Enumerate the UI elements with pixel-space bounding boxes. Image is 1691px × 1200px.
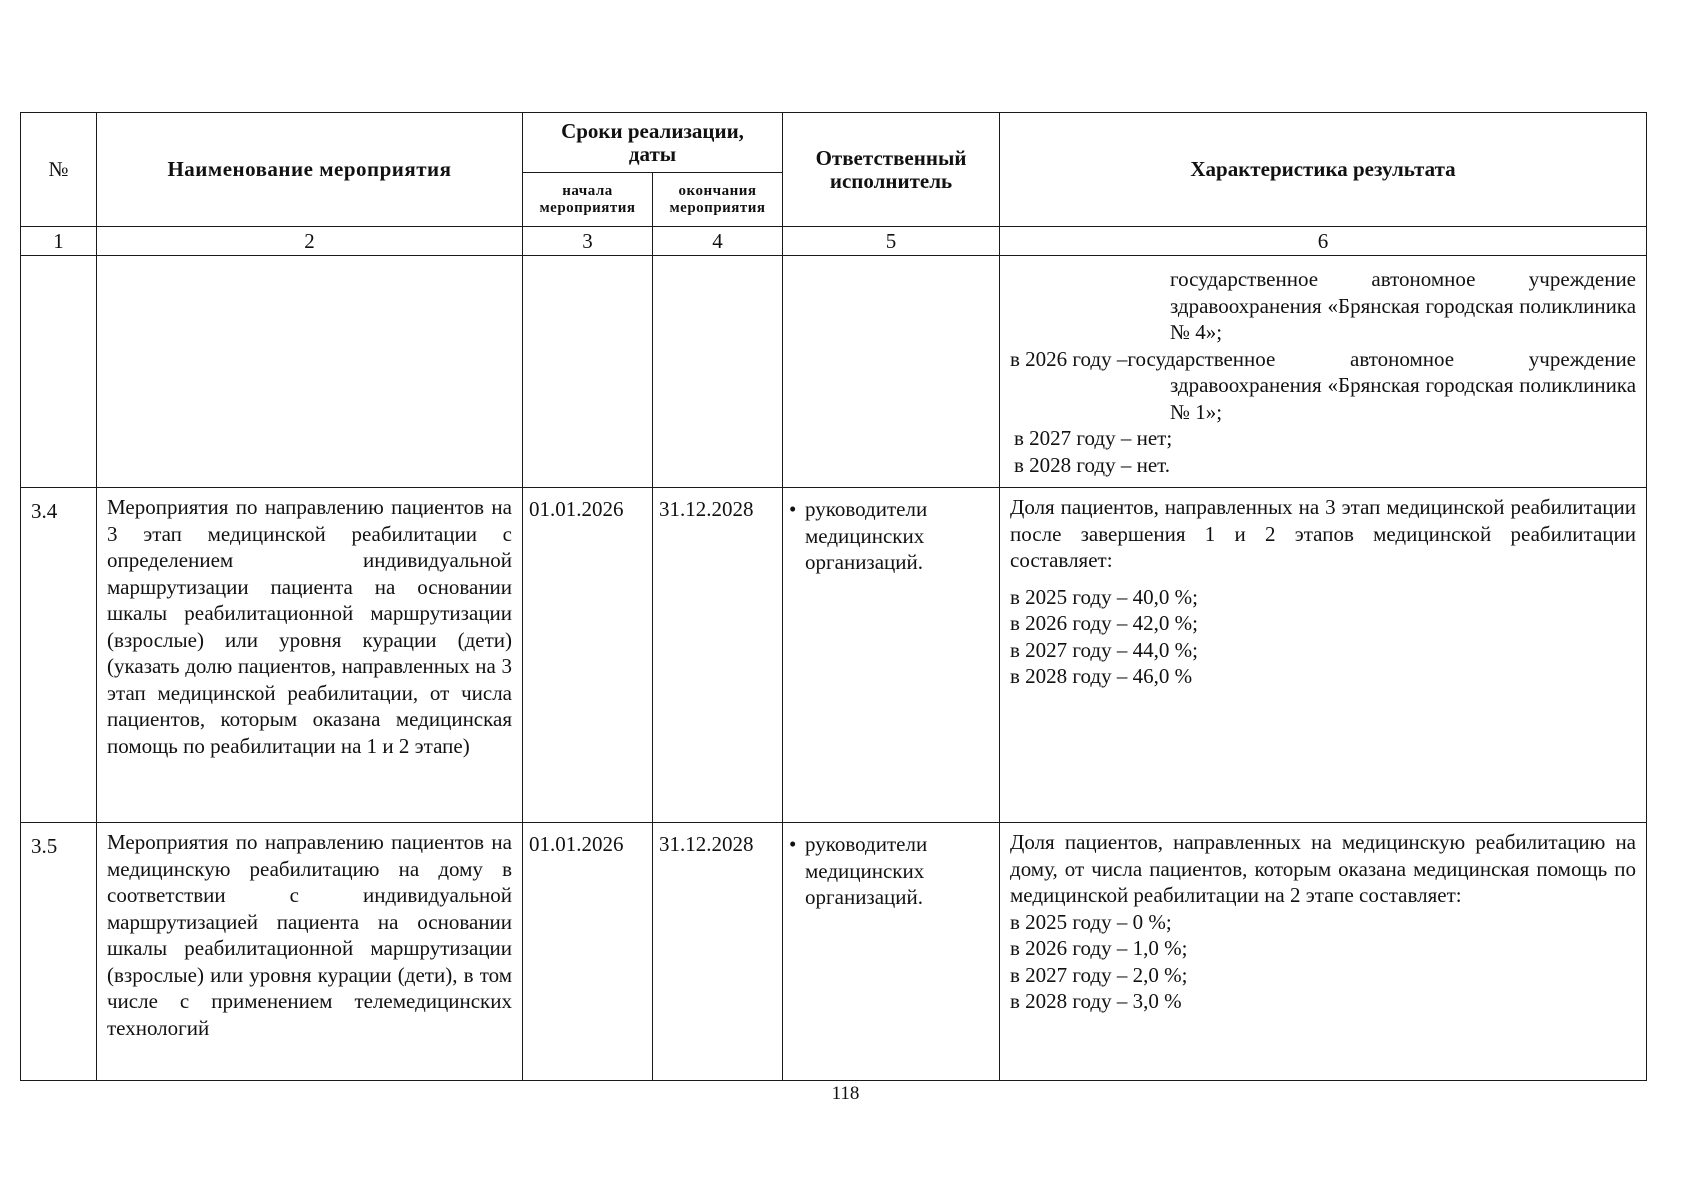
table-row [21, 488, 1647, 823]
measure-name: Мероприятия по направлению пациентов на 3 этап медицинской реабилитации с определением индивидуальной маршрутизации пациента на основании шкалы реабилитационной маршрутизации (взрослые) или уровня курации (дети) (указать долю пациентов, направленных на 3 этап медицинской реабилитации, от числа пациентов, которым оказана медицинская помощь по реабилитации на 1 и 2 этапе) [97, 488, 523, 823]
col-number-3: 3 [523, 227, 653, 256]
continuation-result-cell [1000, 256, 1647, 488]
result-text: Доля пациентов, направленных на медицинскую реабилитацию на дому, от числа пациентов, которым оказана медицинская помощь по медицинской реабилитации на 2 этапе составляет: [1010, 830, 1637, 907]
measure-name: Мероприятия по направлению пациентов на медицинскую реабилитацию на дому в соответствии с индивидуальной маршрутизацией пациента на основании шкалы реабилитационной маршрутизации (взрослые) или уровня курации (дети), в том числе с применением телемедицинских технологий [97, 823, 523, 1081]
page-number: 118 [831, 1083, 860, 1104]
continuation-line-4: в 2028 году – нет. [1014, 452, 1171, 477]
col-number-2: 2 [97, 227, 523, 256]
end-date: 31.12.2028 [653, 488, 783, 823]
header-measure-name-text: Наименование мероприятия [167, 157, 452, 181]
responsible-text: руководители медицинских организаций. [805, 832, 928, 909]
header-responsible: Ответственный исполнитель [783, 113, 1000, 227]
measures-table [20, 112, 1647, 1081]
end-date: 31.12.2028 [653, 823, 783, 1081]
responsible-text: руководители медицинских организаций. [805, 497, 928, 574]
result-year-2028: в 2028 году – 3,0 % [1010, 989, 1182, 1013]
result-cell [1000, 488, 1647, 823]
continuation-line-3: в 2027 году – нет; [1014, 426, 1173, 450]
row-number: 3.5 [21, 823, 97, 1081]
row-number: 3.4 [21, 488, 97, 823]
result-cell [1000, 823, 1647, 1081]
bullet-icon: • [789, 497, 797, 521]
continuation-line-2: государственное автономное учреждение [1127, 346, 1637, 371]
col-number-1: 1 [21, 227, 97, 256]
table-row-continuation [21, 256, 1647, 488]
start-date: 01.01.2026 [523, 823, 653, 1081]
header-number: № [21, 113, 97, 227]
result-year-2027: в 2027 году – 2,0 %; [1010, 962, 1188, 987]
continuation-line-2b: здравоохранения «Брянская городская поликлиника № 1»; [1170, 373, 1637, 424]
header-measure-name [97, 113, 523, 227]
header-dates: Сроки реализации, даты [523, 113, 783, 173]
result-year-2027: в 2027 году – 44,0 %; [1010, 637, 1198, 662]
bullet-icon: • [789, 832, 797, 856]
col-number-6: 6 [1000, 227, 1647, 256]
result-year-2025: в 2025 году – 40,0 %; [1010, 584, 1198, 609]
continuation-line-1: государственное автономное учреждение здравоохранения «Брянская городская поликлиника № 4»; [1170, 267, 1637, 344]
header-end: окончания мероприятия [653, 173, 783, 227]
result-text: Доля пациентов, направленных на 3 этап медицинской реабилитации после завершения 1 и 2 этапов медицинской реабилитации составляет: [1010, 495, 1637, 572]
header-result: Характеристика результата [1000, 113, 1647, 227]
continuation-lead-2026: в 2026 году – [1010, 346, 1128, 371]
table-row [21, 823, 1647, 1081]
col-number-5: 5 [783, 227, 1000, 256]
result-year-2028: в 2028 году – 46,0 % [1010, 664, 1193, 688]
result-year-2025: в 2025 году – 0 %; [1010, 909, 1172, 934]
col-number-4: 4 [653, 227, 783, 256]
result-year-2026: в 2026 году – 42,0 %; [1010, 611, 1198, 635]
start-date: 01.01.2026 [523, 488, 653, 823]
header-start: начала мероприятия [523, 173, 653, 227]
result-year-2026: в 2026 году – 1,0 %; [1010, 936, 1188, 960]
responsible-cell [783, 488, 1000, 823]
responsible-cell [783, 823, 1000, 1081]
